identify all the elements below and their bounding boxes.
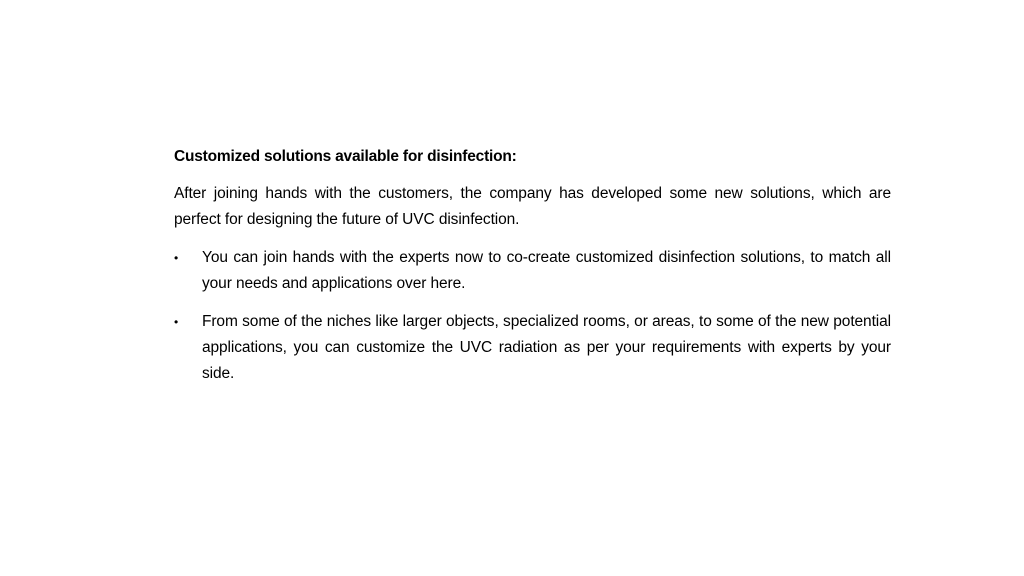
bullet-icon: • [174,251,179,265]
bullet-icon: • [174,315,179,329]
bullet-list [174,245,891,387]
intro-paragraph: After joining hands with the customers, the company has developed some new solutions, which are perfect for designing the future of UVC disinfection. [174,185,891,228]
section-heading: Customized solutions available for disinfection: [174,148,517,165]
bullet-text: From some of the niches like larger objects, specialized rooms, or areas, to some of the new potential applications, you can customize the UVC radiation as per your requirements with experts by your side. [202,313,891,382]
list-item [174,309,891,387]
list-item [174,245,891,297]
bullet-text: You can join hands with the experts now to co-create customized disinfection solutions, to match all your needs and applications over here. [202,249,891,292]
text-block [174,145,891,399]
